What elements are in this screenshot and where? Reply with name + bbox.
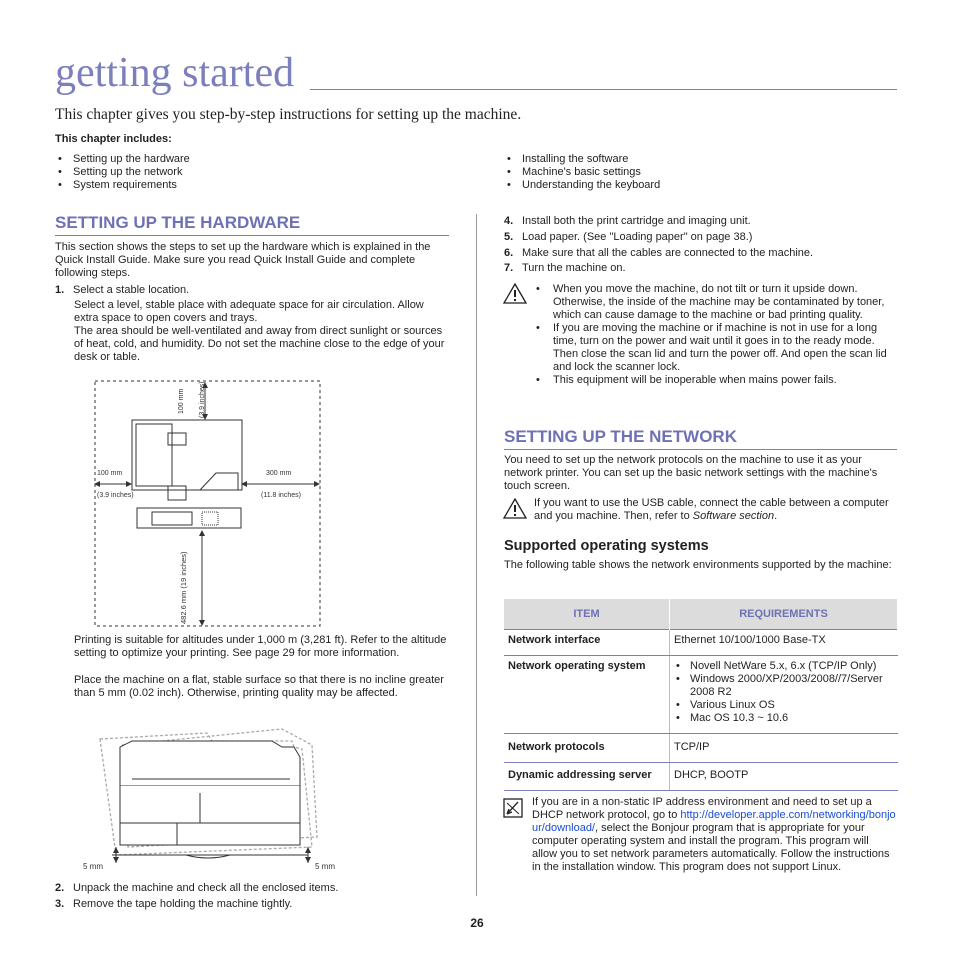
step-number: 3.	[55, 898, 65, 910]
list-item: • Setting up the network	[55, 166, 190, 179]
tilt-diagram	[82, 727, 344, 877]
flat-surface-para: Place the machine on a flat, stable surface so that there is no incline greater than 5 mm (0.02 inch). Otherwise, printing quality may be affected.	[74, 674, 444, 699]
table-row	[504, 630, 898, 656]
os-intro: The following table shows the network environments supported by the machine:	[504, 559, 892, 571]
table-cell: TCP/IP	[670, 734, 898, 763]
table-header-requirements: REQUIREMENTS	[670, 599, 898, 630]
dim-right-mm: 300 mm	[266, 470, 292, 477]
step-text: Load paper. (See "Loading paper" on page 38.)	[522, 231, 753, 243]
tilt-right-label: 5 mm	[315, 862, 335, 871]
caution-icon	[503, 498, 527, 519]
usb-caution-ref: Software section	[692, 510, 775, 522]
table-row	[504, 656, 898, 734]
hardware-heading: SETTING UP THE HARDWARE	[55, 213, 301, 232]
os-subheading: Supported operating systems	[504, 538, 709, 554]
step-7	[504, 262, 626, 275]
step-3	[55, 898, 450, 911]
step-text: Turn the machine on.	[522, 262, 626, 274]
list-item: • Various Linux OS	[674, 699, 894, 712]
table-row	[504, 763, 898, 791]
page-title: getting started	[55, 50, 295, 96]
step-5	[504, 231, 752, 244]
dim-left-mm: 100 mm	[97, 470, 123, 477]
list-item: • When you move the machine, do not tilt or turn it upside down. Otherwise, the inside of the machine may be contaminated by toner, which can cause damage to the machine or bad printing quality.	[533, 283, 897, 322]
step-1-para-1: Select a level, stable place with adequate space for air circulation. Allow extra space to open covers and trays.	[74, 299, 424, 324]
step-text: Select a stable location.	[73, 284, 190, 296]
step-text: Remove the tape holding the machine tightly.	[73, 898, 293, 910]
os-table	[504, 599, 898, 791]
table-cell: Network operating system	[504, 656, 670, 734]
includes-list-right	[504, 153, 660, 192]
title-rule	[310, 89, 897, 90]
step-2	[55, 882, 450, 895]
tilt-left-label: 5 mm	[83, 862, 103, 871]
step-text: Install both the print cartridge and imaging unit.	[522, 215, 751, 227]
list-item: • Installing the software	[504, 153, 660, 166]
note-icon	[503, 798, 523, 818]
chapter-intro: This chapter gives you step-by-step instructions for setting up the machine.	[55, 106, 522, 123]
list-item: • Setting up the hardware	[55, 153, 190, 166]
step-number: 2.	[55, 882, 65, 894]
os-table-wrap	[504, 599, 898, 791]
network-intro: You need to set up the network protocols on the machine to use it as your network printer. You can set up the basic network settings with the machine's touch screen.	[504, 454, 878, 492]
network-rule	[504, 449, 897, 450]
list-item: • Windows 2000/XP/2003/2008//7/Server 2008 R2	[674, 673, 894, 699]
column-divider	[476, 214, 477, 896]
step-text: Unpack the machine and check all the enclosed items.	[73, 882, 339, 894]
hardware-intro: This section shows the steps to set up the hardware which is explained in the Quick Install Guide. Make sure you read Quick Install Guide and complete following steps.	[55, 241, 431, 279]
step-1	[55, 284, 450, 297]
table-header-item: ITEM	[504, 599, 670, 630]
step-1-para-2: The area should be well-ventilated and away from direct sunlight or sources of heat, cold, and humidity. Do not set the machine close to the edge of your desk or table.	[74, 325, 445, 363]
network-heading: SETTING UP THE NETWORK	[504, 427, 737, 446]
step-number: 5.	[504, 231, 514, 243]
caution-icon	[503, 283, 527, 304]
step-number: 7.	[504, 262, 514, 274]
step-6	[504, 247, 813, 260]
altitude-para: Printing is suitable for altitudes under 1,000 m (3,281 ft). Refer to the altitude setting to optimize your printing. See page 29 for more information.	[74, 634, 447, 659]
table-cell: Ethernet 10/100/1000 Base-TX	[670, 630, 898, 656]
list-item: • Machine's basic settings	[504, 166, 660, 179]
caution-list	[533, 283, 897, 387]
usb-caution-text	[534, 497, 896, 523]
table-cell: DHCP, BOOTP	[670, 763, 898, 791]
table-header-row	[504, 599, 898, 630]
os-list	[674, 660, 894, 725]
usb-caution-end: .	[774, 510, 778, 522]
table-cell: Dynamic addressing server	[504, 763, 670, 791]
list-item: • Novell NetWare 5.x, 6.x (TCP/IP Only)	[674, 660, 894, 673]
step-number: 4.	[504, 215, 514, 227]
step-text: Make sure that all the cables are connected to the machine.	[522, 247, 814, 259]
list-item: • Understanding the keyboard	[504, 179, 660, 192]
dim-top-mm: 100 mm	[178, 388, 185, 414]
page-number: 26	[470, 916, 484, 930]
step-4	[504, 215, 751, 228]
note-text-2: , select the Bonjour program that is appropriate for your computer operating system and install the program. This program will allow you to set network parameters automatically. Follow the instructions in the installation window. This program does not support Linux.	[532, 822, 890, 873]
dim-right-in: (11.8 inches)	[261, 492, 301, 499]
includes-label: This chapter includes:	[55, 133, 172, 145]
step-number: 1.	[55, 284, 65, 296]
dim-bottom: 482.6 mm (19 inches)	[179, 551, 188, 624]
step-number: 6.	[504, 247, 514, 259]
table-row	[504, 734, 898, 763]
table-cell: Network interface	[504, 630, 670, 656]
table-cell: Network protocols	[504, 734, 670, 763]
hardware-rule	[55, 235, 449, 236]
table-cell	[670, 656, 898, 734]
includes-list-left	[55, 153, 190, 192]
list-item: • If you are moving the machine or if machine is not in use for a long time, turn on the power and wait until it goes in to the ready mode. Then close the scan lid and turn the power off. And open the scan lid and lock the scanner lock.	[533, 322, 897, 374]
list-item: • This equipment will be inoperable when mains power fails.	[533, 374, 897, 387]
bonjour-link[interactable]: http://developer.apple.com/networking/bonjour/download/	[532, 809, 896, 834]
bonjour-note	[532, 796, 896, 874]
list-item: • Mac OS 10.3 ~ 10.6	[674, 712, 894, 725]
list-item: • System requirements	[55, 179, 190, 192]
clearance-diagram	[90, 378, 326, 630]
note-text-1: If you are in a non-static IP address environment and need to set up a DHCP network protocol, go to	[532, 796, 872, 821]
dim-left-in: (3.9 inches)	[97, 492, 134, 499]
usb-caution-main: If you want to use the USB cable, connect the cable between a computer and you machine. Then, refer to	[534, 497, 889, 522]
dim-top-in: (3.9 inches)	[199, 381, 206, 418]
